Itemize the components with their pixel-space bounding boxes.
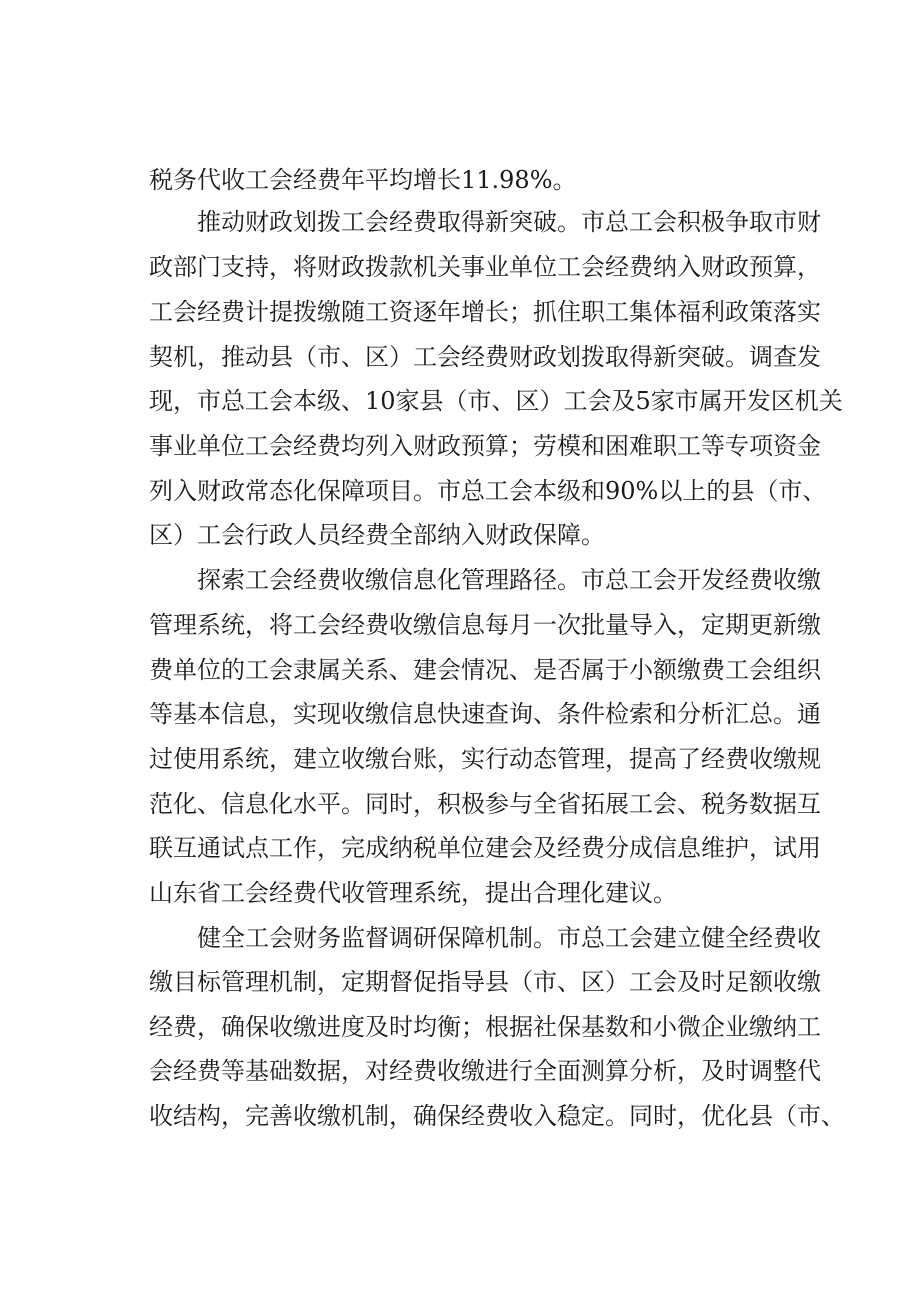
paragraph-first-line: 健全工会财务监督调研保障机制。市总工会建立健全经费收 [197,924,821,952]
text-line: 工会经费计提拨缴随工资逐年增长；抓住职工集体福利政策落实 [149,298,821,326]
text-line: 列入财政常态化保障项目。市总工会本级和90%以上的县（市、 [149,477,827,505]
text-line: 区）工会行政人员经费全部纳入财政保障。 [149,521,605,549]
text-line: 过使用系统，建立收缴台账，实行动态管理，提高了经费收缴规 [149,745,821,773]
text-line: 经费，确保收缴进度及时均衡；根据社保基数和小微企业缴纳工 [149,1013,821,1041]
paragraph-first-line: 推动财政划拨工会经费取得新突破。市总工会积极争取市财 [197,208,821,236]
text-line: 税务代收工会经费年平均增长11.98%。 [149,166,577,194]
text-line: 政部门支持，将财政拨款机关事业单位工会经费纳入财政预算， [149,253,821,281]
text-line: 山东省工会经费代收管理系统，提出合理化建议。 [149,879,677,907]
text-line: 范化、信息化水平。同时，积极参与全省拓展工会、税务数据互 [149,790,821,818]
text-line: 收结构，完善收缴机制，确保经费收入稳定。同时，优化县（市、 [149,1102,845,1130]
text-line: 契机，推动县（市、区）工会经费财政划拨取得新突破。调查发 [149,343,821,371]
text-line: 会经费等基础数据，对经费收缴进行全面测算分析，及时调整代 [149,1057,821,1085]
text-line: 费单位的工会隶属关系、建会情况、是否属于小额缴费工会组织 [149,656,821,684]
text-line: 联互通试点工作，完成纳税单位建会及经费分成信息维护，试用 [149,834,821,862]
text-line: 事业单位工会经费均列入财政预算；劳模和困难职工等专项资金 [149,432,821,460]
text-line: 等基本信息，实现收缴信息快速查询、条件检索和分析汇总。通 [149,700,821,728]
text-line: 缴目标管理机制，定期督促指导县（市、区）工会及时足额收缴 [149,968,821,996]
text-line: 现，市总工会本级、10家县（市、区）工会及5家市属开发区机关 [149,387,843,415]
text-line: 管理系统，将工会经费收缴信息每月一次批量导入，定期更新缴 [149,611,821,639]
paragraph-first-line: 探索工会经费收缴信息化管理路径。市总工会开发经费收缴 [197,566,821,594]
